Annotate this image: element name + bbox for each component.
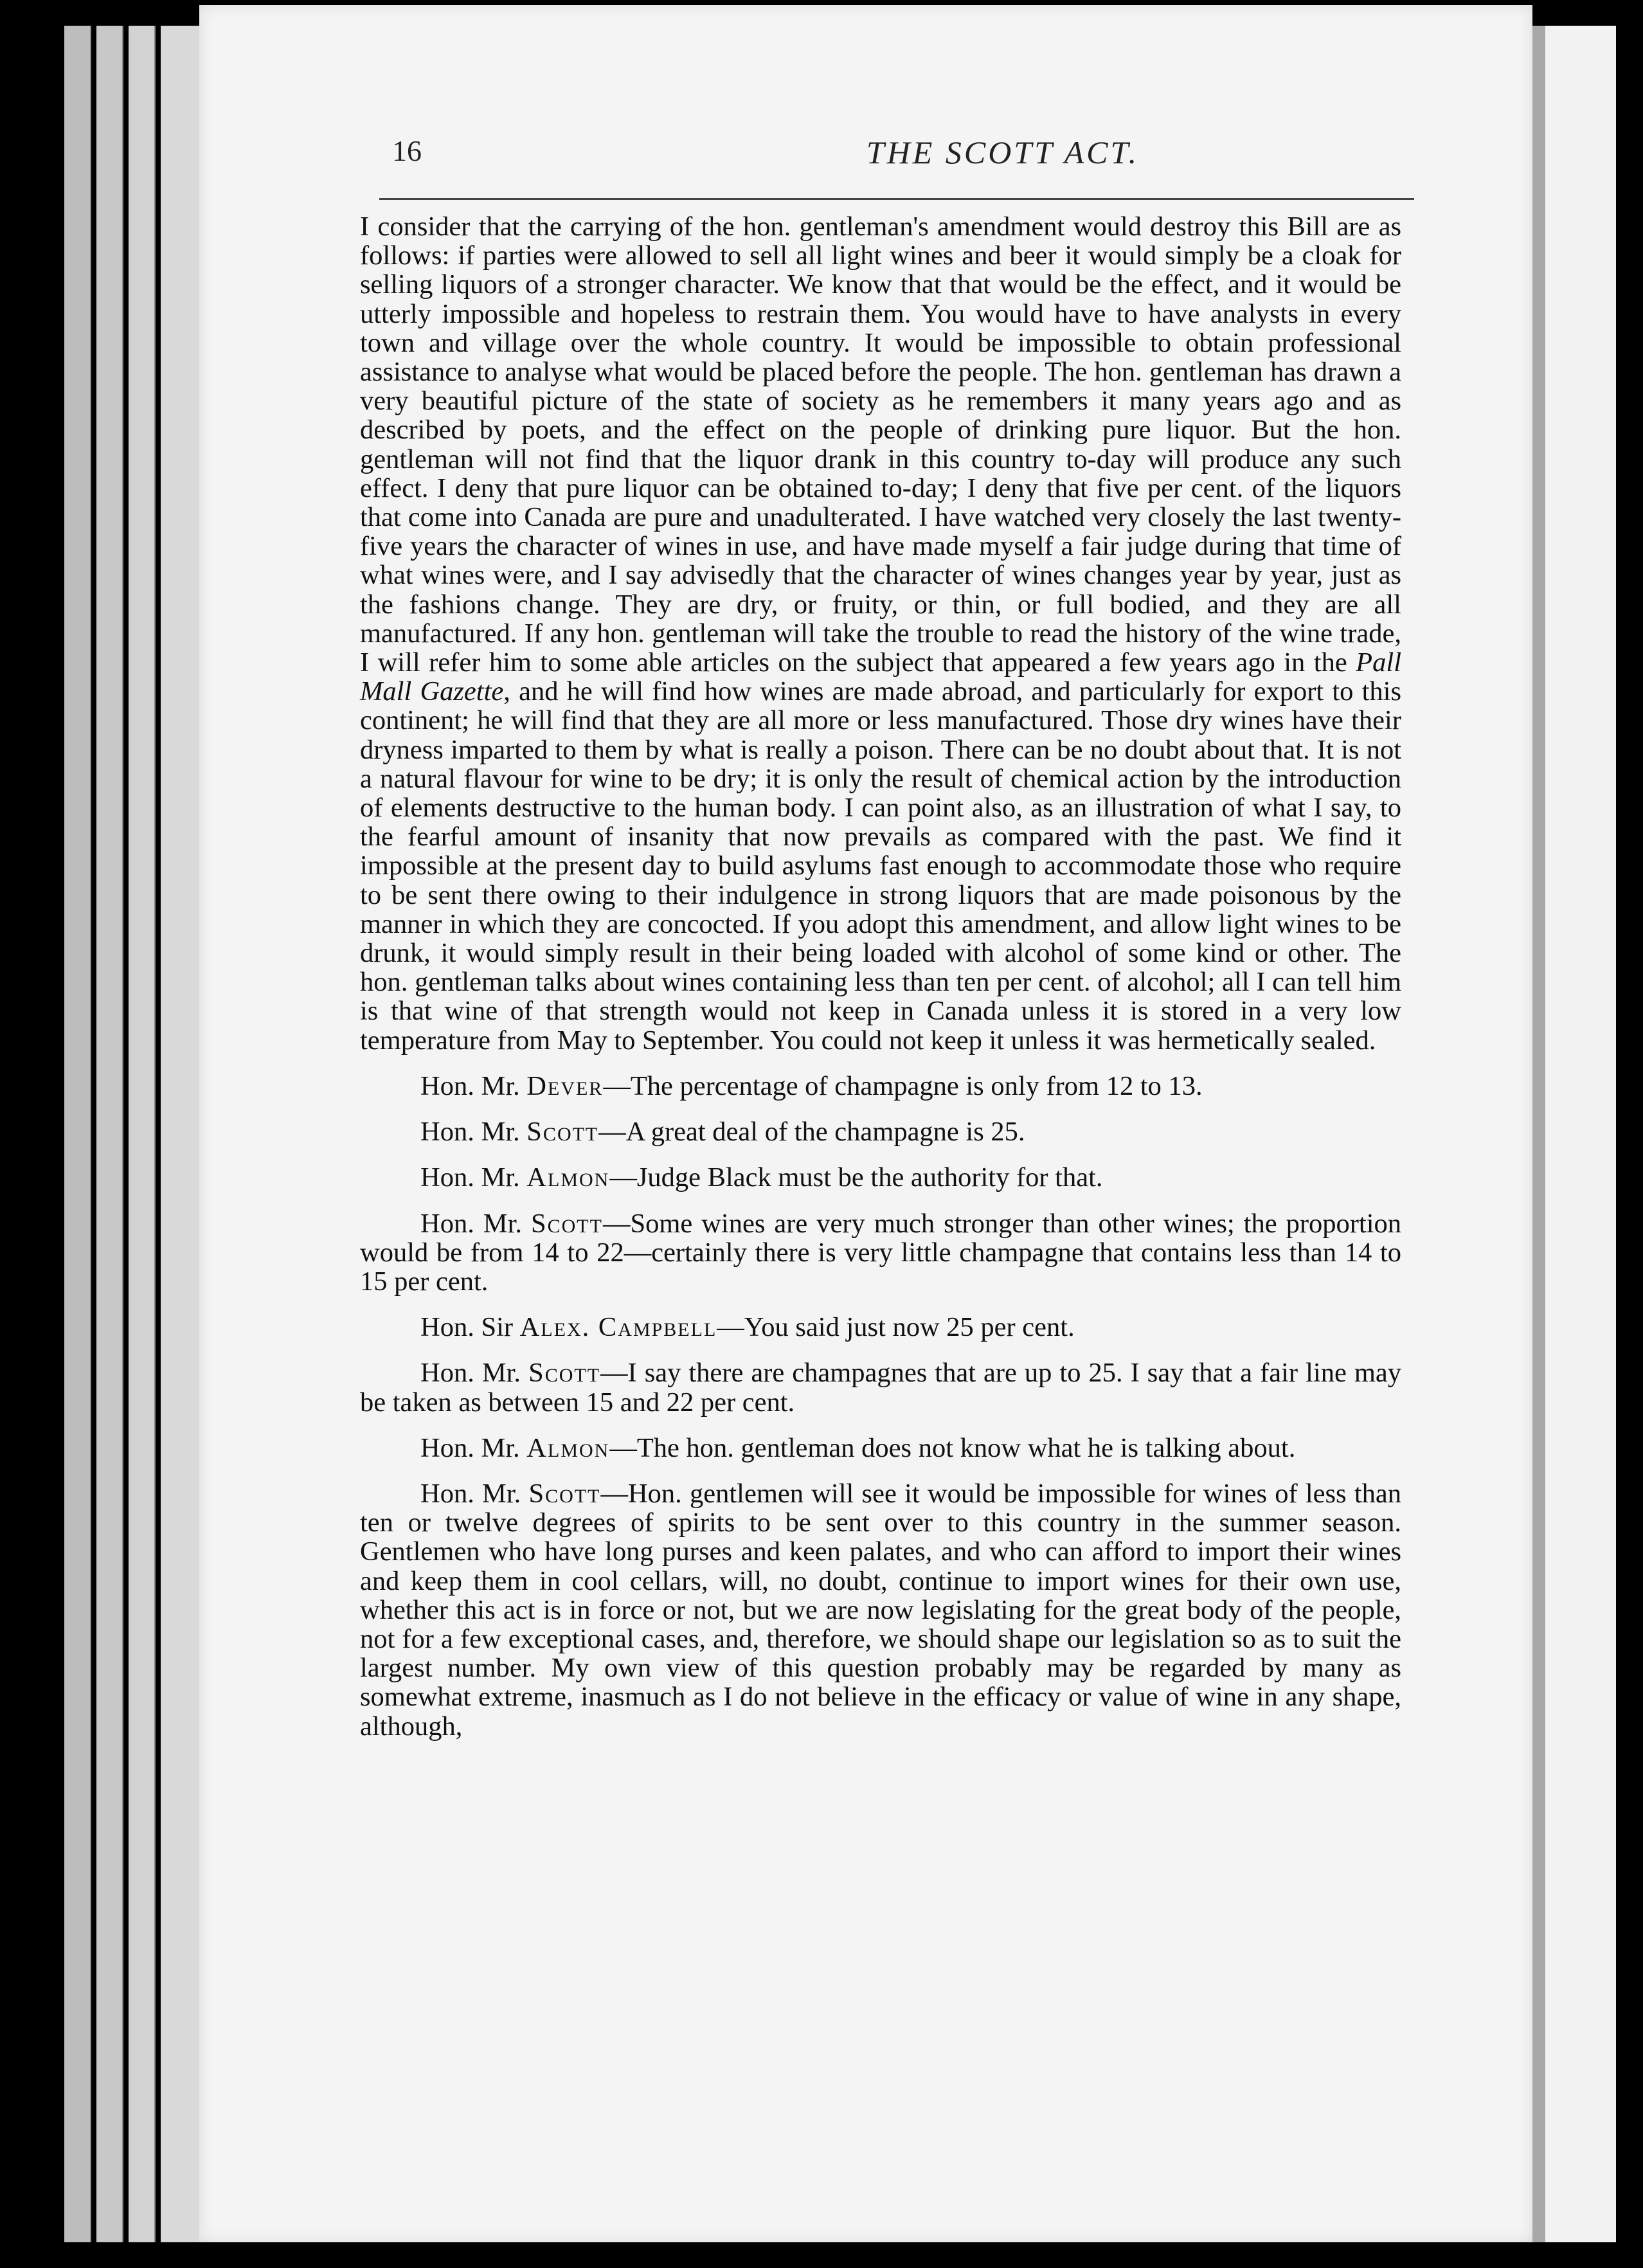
- speaker-prefix: Hon. Mr.: [420, 1208, 531, 1239]
- paragraph-text: , and he will find how wines are made abroad, and particularly for export to this continent; he will find that they are all more or less manufactured. Those dry wines have their dryness imparted to them by what is really a poison. There can be no doubt about that. It is not a natural flavour for wine to be dry; it is only the result of chemical action by the introduction of elements destructive to the human body. I can point also, as an illustration of what I say, to the fearful amount of insanity that now prevails as compared with the past. We find it impossible at the present day to build asylums fast enough to accommodate those who require to be sent there owing to their indulgence in strong liquors that are made poisonous by the manner in which they are concocted. If you adopt this amendment, and allow light wines to be drunk, it would simply result in their being loaded with alcohol of some kind or other. The hon. gentleman talks about wines containing less than ten per cent. of alcohol; all I can tell him is that wine of that strength would not keep in Canada unless it is stored in a very low temperature from May to September. You could not keep it unless it was hermetically sealed.: [360, 676, 1402, 1056]
- paragraph-text: I consider that the carrying of the hon. gentleman's amendment would destroy this Bill are as follows: if parties were allowed to sell all light wines and beer it would simply be a cloak for selling liquors of a stronger character. We know that that would be the effect, and it would be utterly impossible and hopeless to restrain them. You would have to have analysts in every town and village over the whole country. It would be impossible to obtain professional assistance to analyse what would be placed before the people. The hon. gentleman has drawn a very beautiful picture of the state of society as he remembers it many years ago and as described by poets, and the effect on the people of drinking pure liquor. But the hon. gentleman will not find that the liquor drank in this country to-day will produce any such effect. I deny that pure liquor can be obtained to-day; I deny that five per cent. of the liquors that come into Canada are pure and unadulterated. I have watched very closely the last twenty-five years the character of wines in use, and have made myself a fair judge during that time of what wines were, and I say advisedly that the character of wines changes year by year, just as the fashions change. They are dry, or fruity, or thin, or full bodied, and they are all manufactured. If any hon. gentleman will take the trouble to read the history of the wine trade, I will refer him to some able articles on the subject that appeared a few years ago in the: [360, 212, 1401, 678]
- speaker-name: Alex. Campbell: [519, 1312, 717, 1343]
- speaker-name: Scott: [528, 1478, 601, 1509]
- page-edge-4: [161, 26, 201, 2242]
- speaker-name: Dever: [526, 1070, 604, 1101]
- speech-scott-4: [360, 1479, 1401, 1741]
- page-edge-2: [96, 26, 123, 2242]
- page-number: 16: [392, 134, 422, 167]
- speech-text: —Some wines are very much stronger than other wines; the proportion would be from 14 to 22—certainly there is very little champagne that contains less than 14 to 15 per cent.: [360, 1208, 1401, 1297]
- page-header: [392, 134, 1613, 185]
- body-text: [360, 212, 1401, 1758]
- speech-almon-2: [360, 1434, 1401, 1462]
- speaker-name: Almon: [526, 1432, 610, 1463]
- speech-text: —The hon. gentleman does not know what he is talking about.: [609, 1432, 1296, 1463]
- page-edge-3: [129, 26, 156, 2242]
- speech-text: —Hon. gentlemen will see it would be impossible for wines of less than ten or twelve degrees of spirits to be sent over to this country in the summer season. Gentlemen who have long purses and keen palates, and who can afford to import their wines and keep them in cool cellars, will, no doubt, continue to import wines for their own use, whether this act is in force or not, but we are now legislating for the great body of the people, not for a few exceptional cases, and, therefore, we should shape our legislation so as to suit the largest number. My own view of this question probably may be regarded by many as somewhat extreme, inasmuch as I do not believe in the efficacy or value of wine in any shape, although,: [360, 1478, 1401, 1742]
- speech-text: —The percentage of champagne is only from 12 to 13.: [603, 1070, 1203, 1101]
- page-edge-1: [64, 26, 91, 2242]
- right-page-edge: [1532, 26, 1545, 2242]
- speech-text: —I say there are champagnes that are up to 25. I say that a fair line may be taken as between 15 and 22 per cent.: [360, 1358, 1401, 1418]
- speaker-prefix: Hon. Mr.: [420, 1478, 529, 1509]
- speech-campbell: [360, 1313, 1401, 1342]
- speech-text: —A great deal of the champagne is 25.: [598, 1117, 1025, 1148]
- paragraph-opening: [360, 212, 1401, 1055]
- newspaper-title: Pall Mall Gazette: [360, 647, 1401, 707]
- speaker-name: Scott: [528, 1358, 601, 1389]
- speaker-prefix: Hon. Mr.: [420, 1358, 529, 1389]
- speaker-prefix: Hon. Sir: [420, 1312, 520, 1343]
- speaker-name: Scott: [526, 1117, 599, 1148]
- right-margin-strip: [1545, 26, 1616, 2242]
- speaker-name: Scott: [530, 1208, 603, 1239]
- speech-text: —You said just now 25 per cent.: [717, 1312, 1075, 1343]
- header-rule: [379, 198, 1414, 200]
- speaker-prefix: Hon. Mr.: [420, 1432, 527, 1463]
- speaker-prefix: Hon. Mr.: [420, 1070, 527, 1101]
- speech-dever: [360, 1072, 1401, 1101]
- speaker-prefix: Hon. Mr.: [420, 1117, 527, 1148]
- speaker-prefix: Hon. Mr.: [420, 1162, 527, 1193]
- speech-scott-3: [360, 1358, 1401, 1416]
- speech-text: —Judge Black must be the authority for that.: [609, 1162, 1103, 1193]
- speech-almon-1: [360, 1163, 1401, 1192]
- speech-scott-2: [360, 1209, 1401, 1297]
- running-title: THE SCOTT ACT.: [866, 134, 1140, 170]
- speech-scott-1: [360, 1117, 1401, 1146]
- speaker-name: Almon: [526, 1162, 610, 1193]
